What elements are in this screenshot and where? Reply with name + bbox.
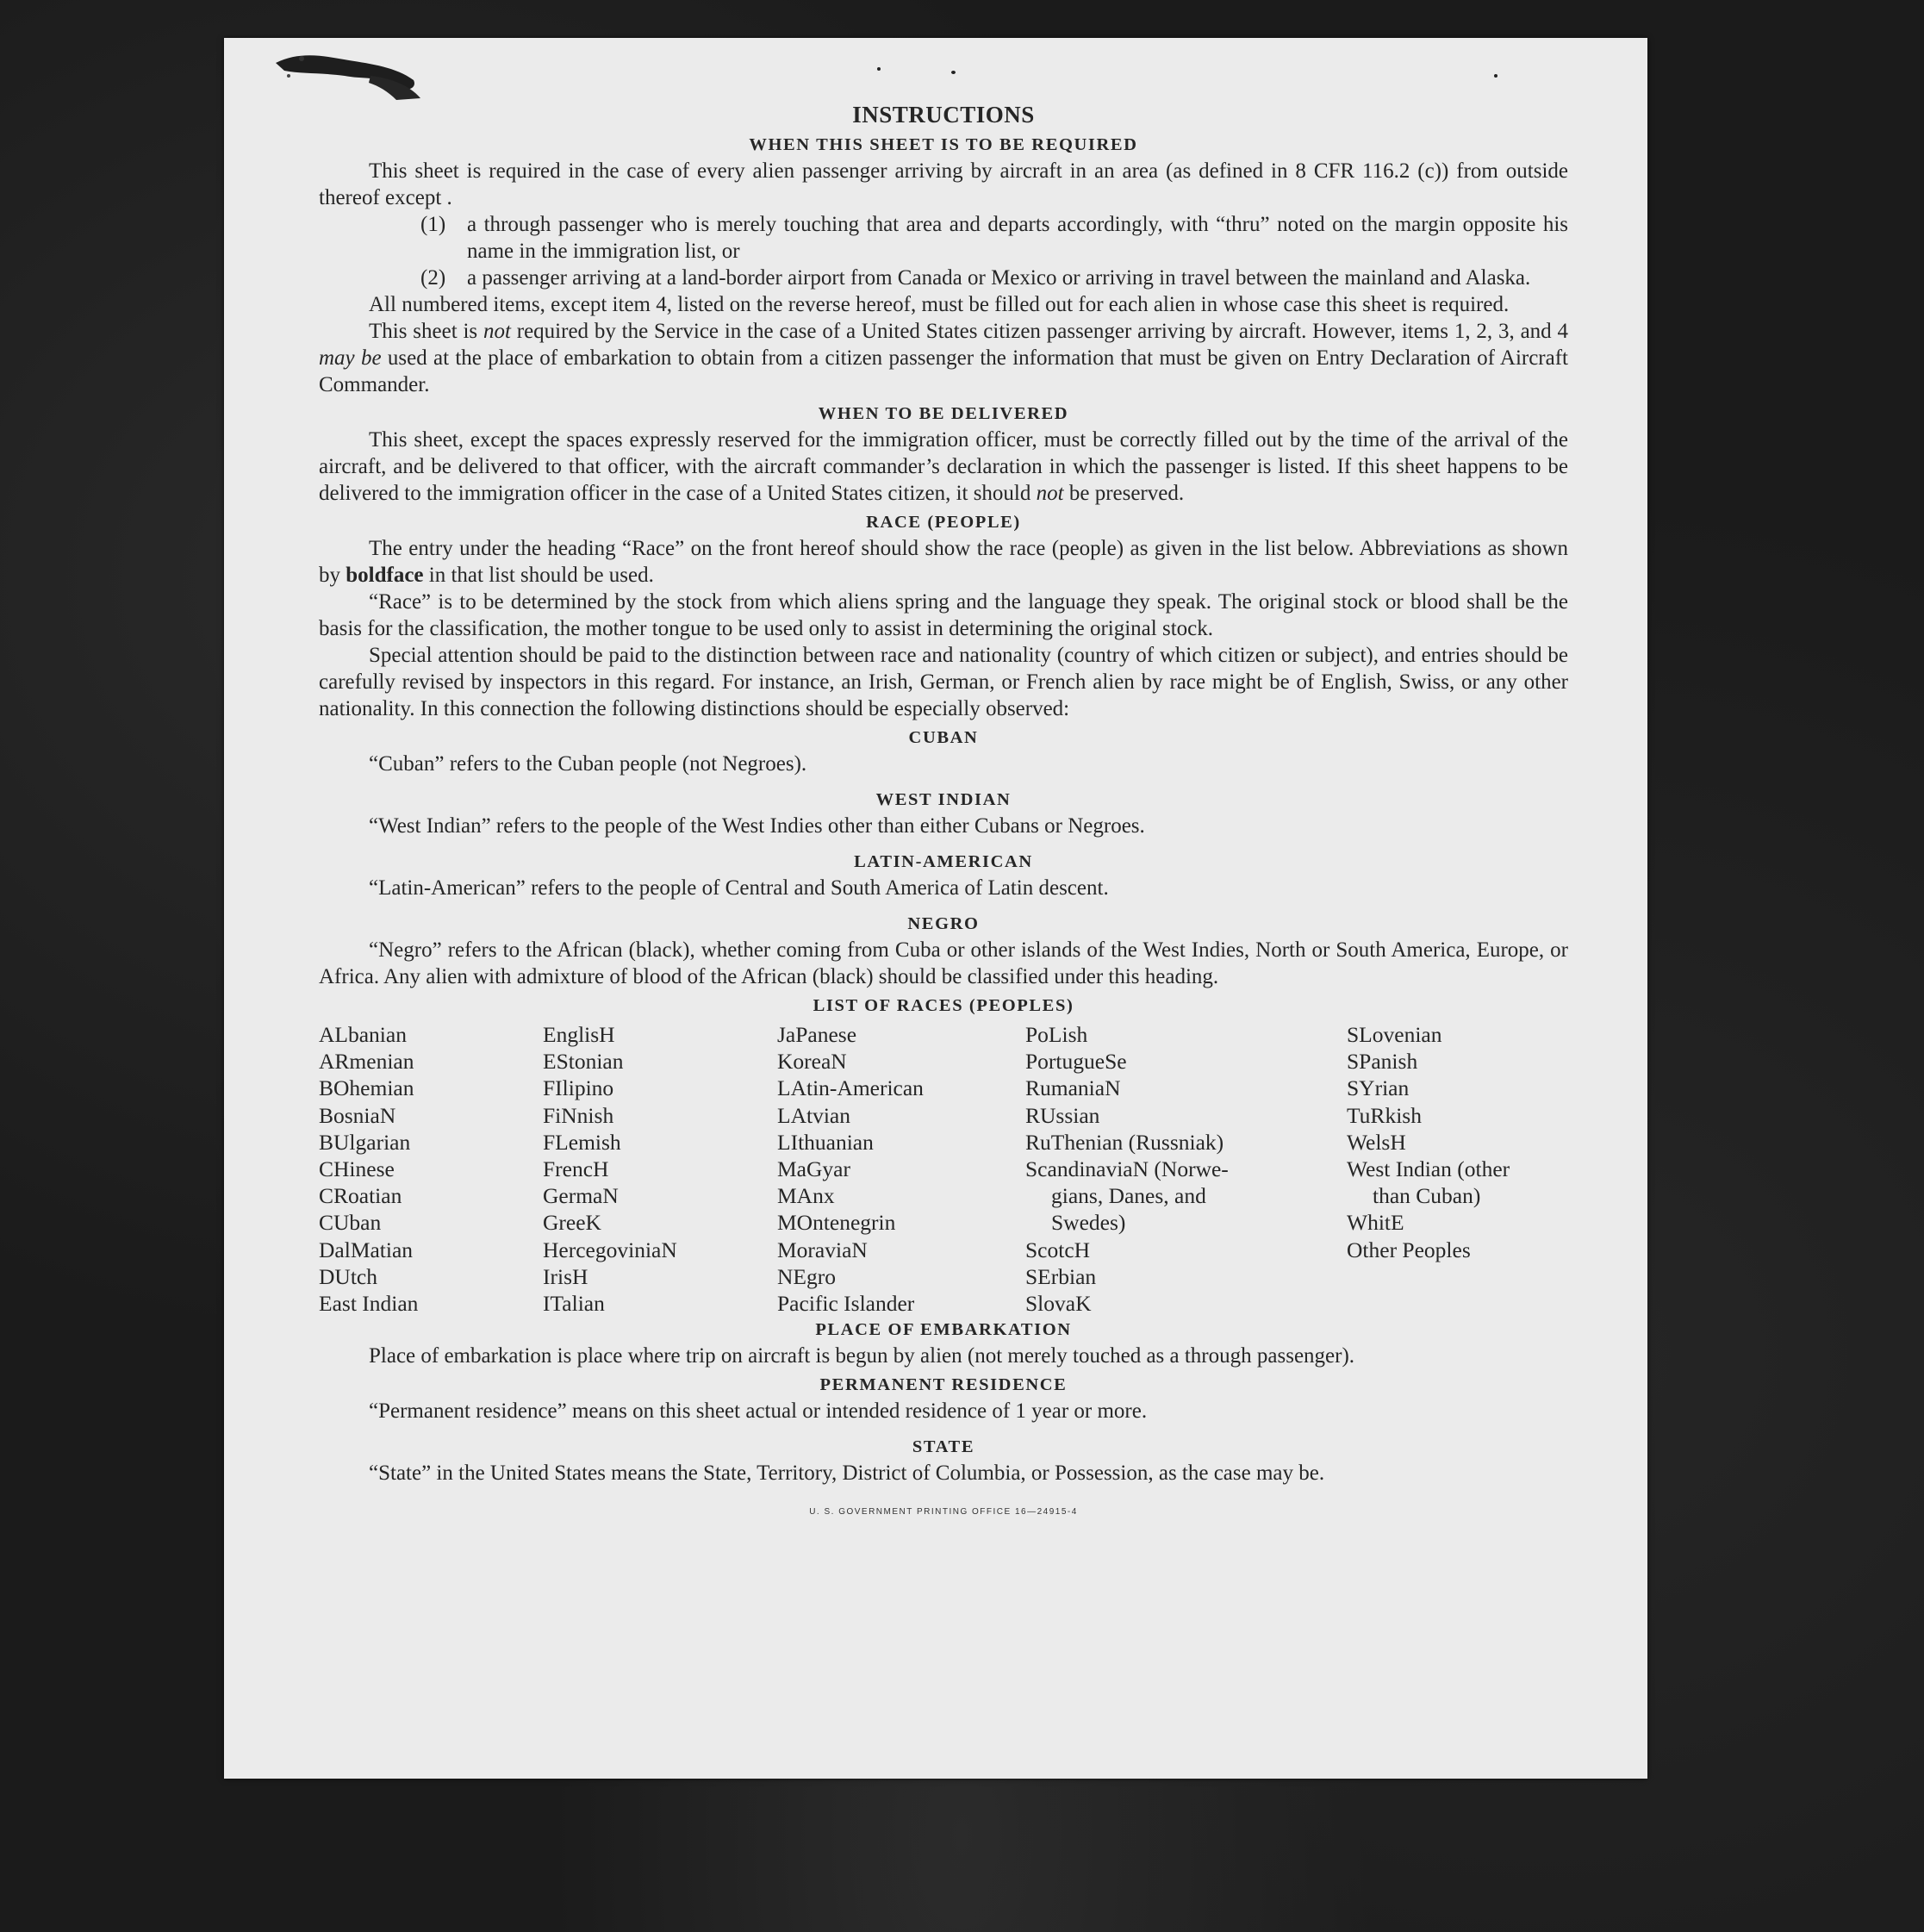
heading-residence: PERMANENT RESIDENCE [819, 1375, 1068, 1394]
race-entry: Pacific Islander [777, 1291, 915, 1317]
exception-item [420, 265, 1568, 291]
paragraph-required: This sheet is required in the case of every alien passenger arriving by aircraft in an area (as defined in 8 CFR 116.2 (c)) from outside thereof except . [319, 159, 1568, 209]
race-entry: SLovenian [1347, 1022, 1442, 1047]
race-entry: LAtin-American [777, 1075, 924, 1101]
race-entry: KoreaN [777, 1049, 847, 1075]
race-column-4 [1025, 1021, 1229, 1317]
paragraph-embarkation: Place of embarkation is place where trip on aircraft is begun by alien (not merely touched as a through passenger). [369, 1344, 1355, 1368]
instructions-text [319, 100, 1568, 1525]
race-entry: FrencH [543, 1156, 609, 1182]
heading-race: RACE (PEOPLE) [866, 513, 1021, 532]
text-run: The entry under the heading “Race” on the front hereof should show the race (people) as given in the list below. Abbreviations as shown by [319, 537, 1568, 587]
paragraph-race-nationality: Special attention should be paid to the distinction between race and nationality (country of which citizen or subject), and entries should be carefully revised by inspectors in this regard. For instance, an Irish, German, or French alien by race might be of English, Swiss, or any other nationality. In this connection the following distinctions should be especially observed: [319, 644, 1568, 720]
race-column-5 [1347, 1021, 1510, 1263]
page-title: INSTRUCTIONS [852, 102, 1035, 128]
italic-not: not [483, 320, 511, 343]
paragraph-latin-american: “Latin-American” refers to the people of Central and South America of Latin descent. [369, 876, 1109, 900]
paragraph-state: “State” in the United States means the State, Territory, District of Columbia, or Possession, as the case may be. [369, 1461, 1325, 1485]
text-run: in that list should be used. [423, 564, 654, 587]
race-entry: SYrian [1347, 1075, 1410, 1101]
paragraph-residence: “Permanent residence” means on this sheet actual or intended residence of 1 year or more. [369, 1399, 1148, 1423]
race-entry: CRoatian [319, 1183, 402, 1209]
race-entry-continued: Swedes) [1051, 1210, 1126, 1236]
race-entry: IrisH [543, 1263, 588, 1289]
heading-cuban: CUBAN [908, 728, 979, 747]
race-entry: EStonian [543, 1049, 624, 1075]
race-entry: PortugueSe [1025, 1049, 1127, 1075]
race-entry: MAnx [777, 1183, 835, 1209]
race-entry: PoLish [1025, 1022, 1088, 1047]
heading-when-required: WHEN THIS SHEET IS TO BE REQUIRED [749, 135, 1138, 154]
race-entry: ALbanian [319, 1022, 407, 1047]
text-run: used at the place of embarkation to obtain from a citizen passenger the information that must be given on Entry Declaration of Aircraft Commander. [319, 346, 1569, 396]
race-entry: RuThenian (Russniak) [1025, 1129, 1224, 1155]
paragraph-citizen [319, 318, 1568, 398]
document-page [224, 38, 1647, 1779]
race-entry: EnglisH [543, 1022, 615, 1047]
race-entry: MOntenegrin [777, 1210, 896, 1236]
race-entry: FLemish [543, 1129, 621, 1155]
race-entry: HercegoviniaN [543, 1237, 677, 1262]
paragraph-race-entry [319, 535, 1568, 589]
race-entry: WhitE [1347, 1210, 1404, 1236]
paragraph-west-indian: “West Indian” refers to the people of the West Indies other than either Cubans or Negroes. [369, 814, 1145, 838]
text-run: This sheet, except the spaces expressly reserved for the immigration officer, must be correctly filled out by the time of the arrival of the aircraft, and be delivered to that officer, with the aircraft commander’s declaration in which the passenger is listed. If this sheet happens to be delivered to the immigration officer in the case of a United States citizen, it should [319, 428, 1568, 505]
race-entry: JaPanese [777, 1022, 857, 1047]
race-entry: SPanish [1347, 1049, 1418, 1075]
bold-boldface: boldface [346, 564, 424, 587]
exception-item [420, 211, 1568, 265]
paragraph-race-stock: “Race” is to be determined by the stock from which aliens spring and the language they speak. The original stock or blood shall be the basis for the classification, the mother tongue to be used only to assist in determining the original stock. [319, 590, 1568, 640]
race-entry: RumaniaN [1025, 1075, 1121, 1101]
race-entry: Other Peoples [1347, 1237, 1471, 1262]
paragraph-numbered-items: All numbered items, except item 4, listed on the reverse hereof, must be filled out for each alien in whose case this sheet is required. [369, 293, 1510, 316]
race-entry-continued: than Cuban) [1373, 1183, 1481, 1209]
italic-may-be: may be [319, 346, 382, 370]
race-entry: ScotcH [1025, 1237, 1091, 1262]
item-number: (2) [420, 266, 446, 290]
heading-list-of-races: LIST OF RACES (PEOPLES) [813, 996, 1074, 1015]
race-entry: LIthuanian [777, 1129, 874, 1155]
text-run: This sheet is [369, 320, 483, 343]
race-entry: GermaN [543, 1183, 619, 1209]
heading-state: STATE [912, 1437, 975, 1456]
heading-latin-american: LATIN-AMERICAN [854, 852, 1033, 871]
race-entry: BUlgarian [319, 1129, 411, 1155]
ink-smudge [267, 41, 431, 102]
race-entry: BosniaN [319, 1102, 396, 1128]
race-entry: NEgro [777, 1263, 836, 1289]
race-entry: FiNnish [543, 1102, 614, 1128]
race-entry: DUtch [319, 1263, 377, 1289]
heading-when-delivered: WHEN TO BE DELIVERED [818, 404, 1069, 423]
race-entry: CHinese [319, 1156, 395, 1182]
race-column-1 [319, 1021, 418, 1317]
race-entry: ITalian [543, 1291, 605, 1317]
race-list [319, 1021, 1568, 1317]
race-entry: ARmenian [319, 1049, 414, 1075]
paragraph-negro: “Negro” refers to the African (black), whether coming from Cuba or other islands of the West Indies, North or South America, Europe, or Africa. Any alien with admixture of blood of the African (black) should be classified under this heading. [319, 938, 1568, 988]
race-entry: West Indian (other [1347, 1156, 1510, 1182]
race-entry: CUban [319, 1210, 382, 1236]
race-entry: GreeK [543, 1210, 601, 1236]
race-entry: MoraviaN [777, 1237, 868, 1262]
dust-speck [1494, 74, 1497, 78]
race-entry: RUssian [1025, 1102, 1100, 1128]
race-entry: ScandinaviaN (Norwe- [1025, 1156, 1229, 1182]
race-entry: DalMatian [319, 1237, 414, 1262]
heading-west-indian: WEST INDIAN [875, 790, 1012, 809]
item-text: a passenger arriving at a land-border airport from Canada or Mexico or arriving in travel between the mainland and Alaska. [467, 266, 1531, 290]
heading-embarkation: PLACE OF EMBARKATION [815, 1320, 1072, 1339]
race-column-3 [777, 1021, 924, 1317]
paragraph-delivered [319, 427, 1568, 507]
race-column-2 [543, 1021, 677, 1317]
dust-speck [877, 67, 881, 71]
race-entry: SErbian [1025, 1263, 1097, 1289]
printer-imprint: U. S. GOVERNMENT PRINTING OFFICE 16—24915-4 [809, 1507, 1078, 1517]
dust-speck [951, 71, 956, 74]
race-entry: FIlipino [543, 1075, 614, 1101]
text-run: be preserved. [1063, 482, 1185, 505]
paragraph-cuban: “Cuban” refers to the Cuban people (not Negroes). [369, 752, 807, 776]
text-run: required by the Service in the case of a United States citizen passenger arriving by aircraft. However, items 1, 2, 3, and 4 [510, 320, 1568, 343]
race-entry: MaGyar [777, 1156, 850, 1182]
race-entry: WelsH [1347, 1129, 1406, 1155]
race-entry: LAtvian [777, 1102, 850, 1128]
race-entry: SlovaK [1025, 1291, 1092, 1317]
race-entry: BOhemian [319, 1075, 414, 1101]
race-entry-continued: gians, Danes, and [1051, 1183, 1206, 1209]
item-number: (1) [420, 213, 446, 236]
race-entry: East Indian [319, 1291, 419, 1317]
item-text: a through passenger who is merely touching that area and departs accordingly, with “thru” noted on the margin opposite his name in the immigration list, or [467, 213, 1568, 263]
heading-negro: NEGRO [907, 914, 980, 933]
italic-not: not [1036, 482, 1064, 505]
race-entry: TuRkish [1347, 1102, 1422, 1128]
